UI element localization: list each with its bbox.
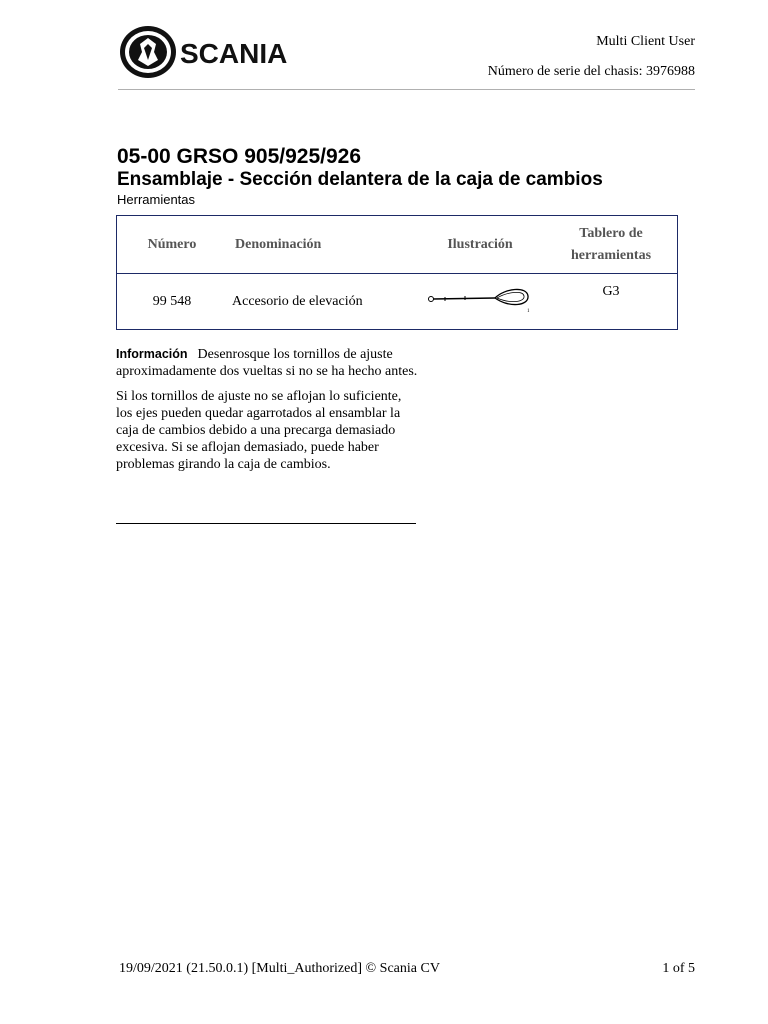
header-number: Número	[117, 216, 228, 274]
svg-text:SCANIA: SCANIA	[180, 38, 288, 69]
lifting-sling-icon	[415, 274, 545, 330]
tool-number: 99 548	[152, 293, 192, 309]
info-paragraph-1	[116, 346, 421, 380]
table-row	[117, 274, 678, 330]
header-info	[488, 27, 695, 87]
tool-board: G3	[602, 284, 620, 299]
info-divider	[116, 523, 416, 524]
header-name: Denominación	[227, 216, 415, 274]
tool-name: Accesorio de elevación	[232, 293, 363, 309]
footer-copyright: 19/09/2021 (21.50.0.1) [Multi_Authorized] © Scania CV	[119, 961, 440, 976]
header-board: Tablero de herramientas	[545, 216, 678, 274]
chassis-number: Número de serie del chasis: 3976988	[487, 64, 695, 79]
info-label: Información	[116, 347, 188, 361]
table-header-row	[117, 216, 678, 274]
griffin-emblem-icon	[120, 26, 176, 78]
document-subtitle: Ensamblaje - Sección delantera de la caja de cambios	[117, 169, 603, 190]
header-divider	[118, 89, 695, 90]
info-paragraph-2: Si los tornillos de ajuste no se aflojan lo suficiente, los ejes pueden quedar agarrotados al ensamblar la caja de cambios debido a una precarga demasiado excesiva. Si se aflojan demasiado, puede haber problemas girando la caja de cambios.	[116, 389, 402, 472]
information-note	[116, 346, 421, 481]
user-name: Multi Client User	[596, 34, 695, 49]
page-number: 1 of 5	[662, 961, 695, 976]
header-illustration: Ilustración	[415, 216, 545, 274]
section-label: Herramientas	[117, 192, 196, 207]
info-text-1: Desenrosque los tornillos de ajuste aproximadamente dos vueltas si no se ha hecho antes.	[116, 347, 418, 379]
document-title: 05-00 GRSO 905/925/926	[117, 145, 362, 168]
tools-table	[116, 215, 678, 330]
title-block	[117, 145, 603, 208]
svg-text:1: 1	[527, 309, 530, 314]
scania-logo	[118, 22, 333, 82]
